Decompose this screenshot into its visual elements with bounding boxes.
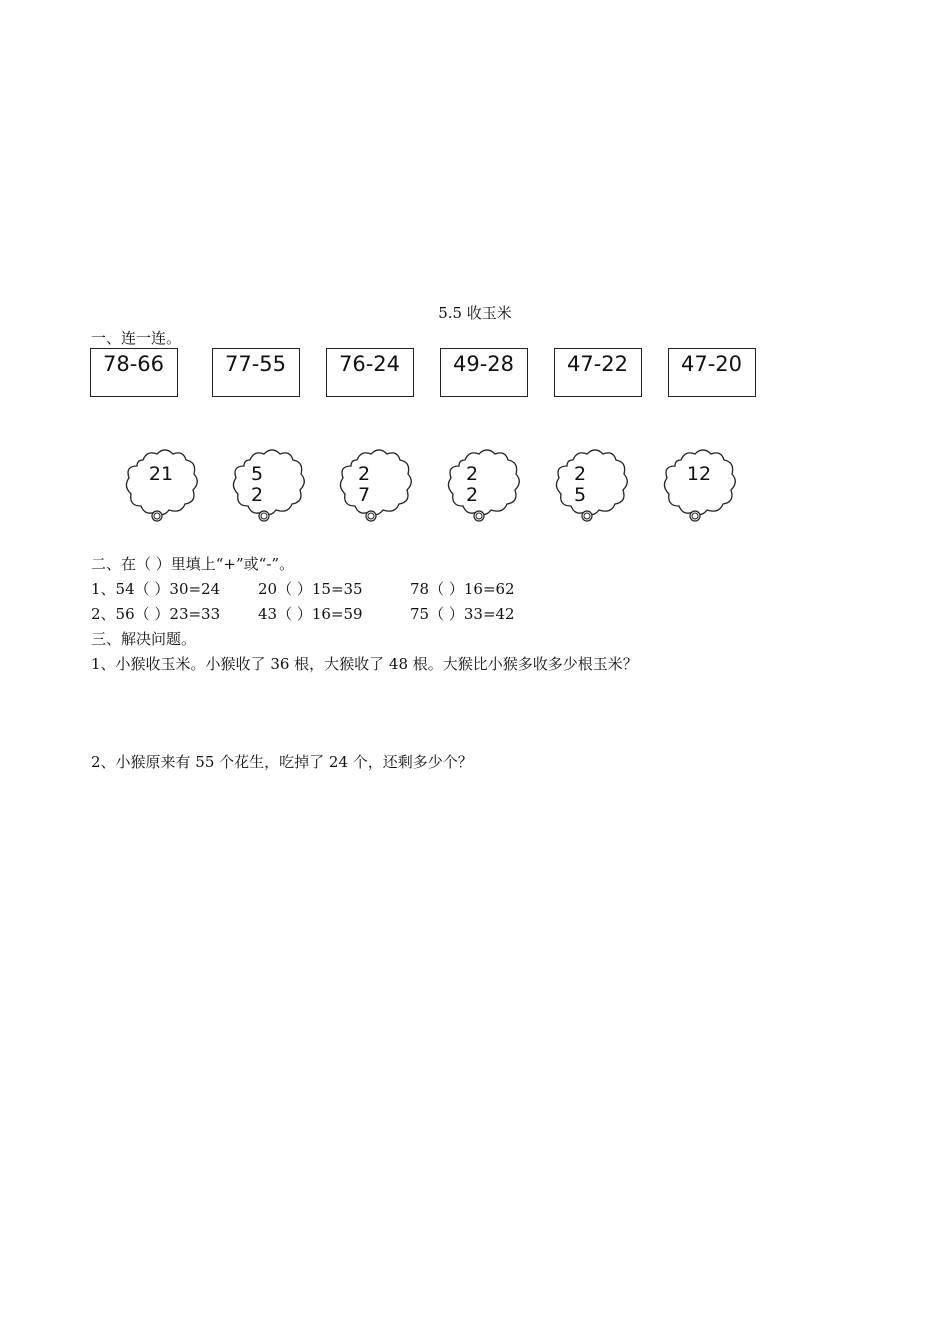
equation: 75（ ）33=42 xyxy=(410,605,515,623)
answer-cloud xyxy=(335,446,415,526)
equation: 20（ ）15=35 xyxy=(258,580,363,598)
equation: 43（ ）16=59 xyxy=(258,605,363,623)
word-problem-1: 1、小猴收玉米。小猴收了 36 根，大猴收了 48 根。大猴比小猴多收多少根玉米？ xyxy=(91,655,638,673)
expression-box: 47-20 xyxy=(668,348,756,397)
equation: 1、54（ ）30=24 xyxy=(91,580,221,598)
cloud-number: 2 5 xyxy=(573,464,587,506)
answer-cloud xyxy=(443,446,523,526)
expression-box: 76-24 xyxy=(326,348,414,397)
equation: 78（ ）16=62 xyxy=(410,580,515,598)
answer-cloud xyxy=(121,446,201,526)
section2-heading: 二、在（ ）里填上“+”或“-”。 xyxy=(91,555,295,573)
cloud-number: 2 7 xyxy=(357,464,371,506)
answer-cloud xyxy=(228,446,308,526)
answer-cloud xyxy=(659,446,739,526)
expression-box: 78-66 xyxy=(90,348,178,397)
word-problem-2: 2、小猴原来有 55 个花生，吃掉了 24 个，还剩多少个？ xyxy=(91,753,473,771)
expression-box: 77-55 xyxy=(212,348,300,397)
page-title: 5.5 收玉米 xyxy=(438,304,512,322)
section3-heading: 三、解决问题。 xyxy=(91,630,197,648)
cloud-number: 5 2 xyxy=(250,464,264,506)
expression-box: 49-28 xyxy=(440,348,528,397)
answer-cloud xyxy=(551,446,631,526)
equation: 2、56（ ）23=33 xyxy=(91,605,221,623)
cloud-number: 12 xyxy=(686,464,712,485)
cloud-number: 21 xyxy=(148,464,174,485)
expression-box: 47-22 xyxy=(554,348,642,397)
cloud-number: 2 2 xyxy=(465,464,479,506)
section1-heading: 一、连一连。 xyxy=(91,329,182,347)
